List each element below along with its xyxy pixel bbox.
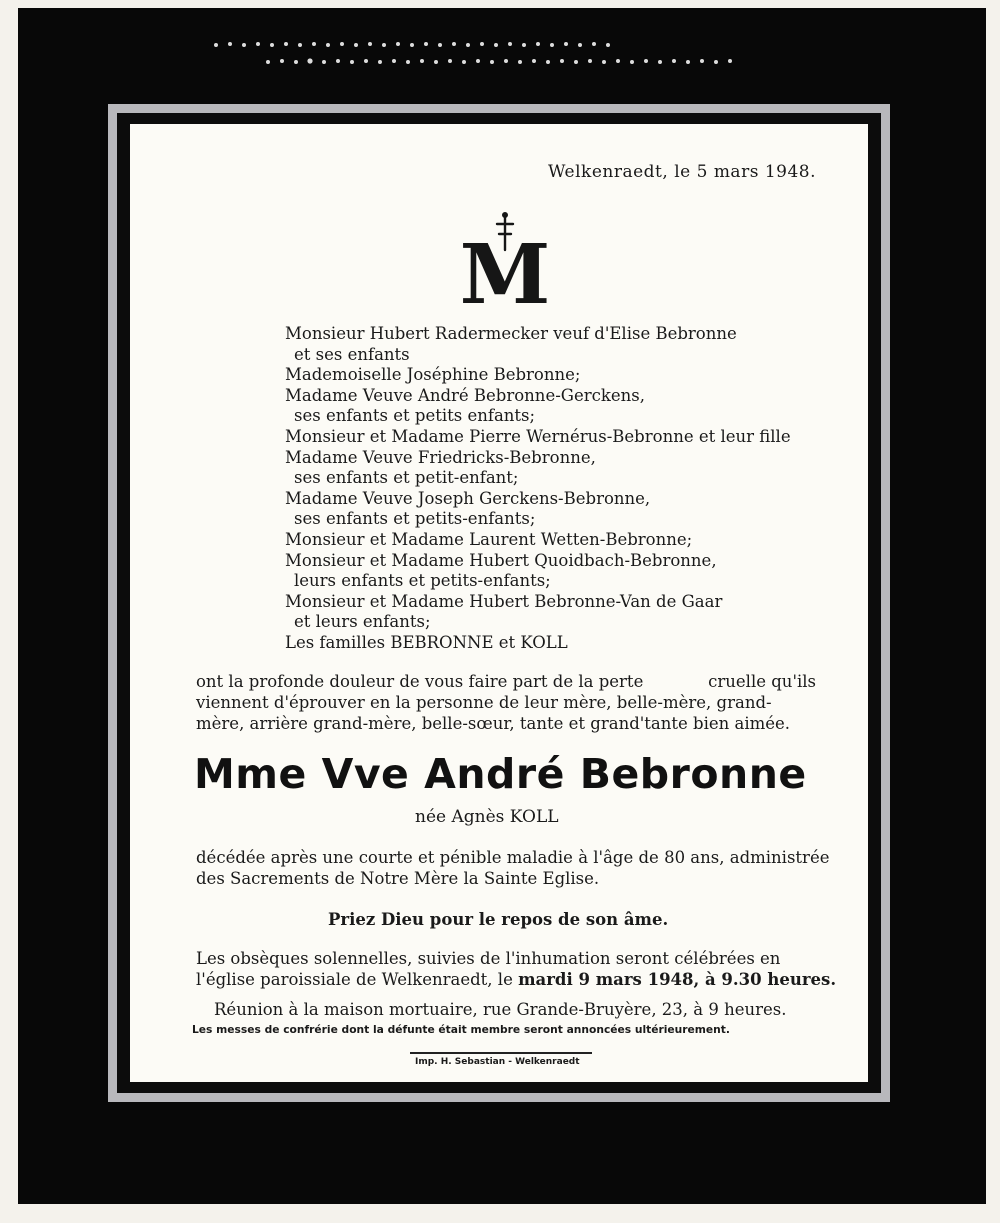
- place-date: Welkenraedt, le 5 mars 1948.: [547, 162, 816, 182]
- death-details-line-1: décédée après une courte et pénible maladie à l'âge de 80 ans, administrée: [196, 848, 830, 867]
- family-line: Monsieur Hubert Radermecker veuf d'Elise Bebronne: [285, 324, 737, 343]
- funeral-line-1: Les obsèques solennelles, suivies de l'inhumation seront célébrées en: [196, 949, 781, 968]
- svg-text:M: M: [459, 227, 551, 308]
- family-line: et ses enfants: [294, 344, 410, 364]
- family-line: Monsieur et Madame Laurent Wetten-Bebronne;: [285, 529, 693, 549]
- family-line: et leurs enfants;: [294, 612, 431, 632]
- family-line: Madame Veuve Joseph Gerckens-Bebronne,: [285, 488, 651, 508]
- family-line: Monsieur et Madame Pierre Wernérus-Bebronne et leur fille: [285, 426, 791, 446]
- perforation-holes: [208, 34, 738, 70]
- family-list: [285, 324, 825, 654]
- maiden-name: née Agnès KOLL: [415, 807, 559, 827]
- funeral-line-2: l'église paroissiale de Welkenraedt, le: [196, 970, 513, 989]
- family-line: Mademoiselle Joséphine Bebronne;: [285, 365, 581, 385]
- printer-credit: Imp. H. Sebastian - Welkenraedt: [415, 1057, 580, 1067]
- announcement-line-2: viennent d'éprouver en la personne de leur mère, belle-mère, grand-: [196, 693, 772, 712]
- family-line: ses enfants et petit-enfant;: [294, 468, 519, 488]
- family-line: ses enfants et petits enfants;: [294, 406, 536, 426]
- marian-monogram-icon: [454, 212, 556, 308]
- family-line: Les familles BEBRONNE et KOLL: [285, 632, 568, 652]
- death-details-line-2: des Sacrements de Notre Mère la Sainte Eglise.: [196, 869, 600, 888]
- funeral-date-time: mardi 9 mars 1948, à 9.30 heures.: [518, 970, 837, 989]
- announcement-line-3: mère, arrière grand-mère, belle-sœur, tante et grand'tante bien aimée.: [196, 714, 791, 733]
- family-line: ses enfants et petits-enfants;: [294, 509, 536, 529]
- announcement-bold-word: cruelle: [708, 672, 766, 691]
- family-line: Monsieur et Madame Hubert Bebronne-Van de Gaar: [285, 591, 723, 611]
- family-line: Madame Veuve Friedricks-Bebronne,: [285, 447, 596, 467]
- family-line: Madame Veuve André Bebronne-Gerckens,: [285, 385, 645, 405]
- printer-divider: [410, 1052, 592, 1054]
- prayer-line: Priez Dieu pour le repos de son âme.: [328, 910, 669, 929]
- gathering-note: Réunion à la maison mortuaire, rue Grande-Bruyère, 23, à 9 heures.: [214, 1000, 787, 1019]
- deceased-name: Mme Vve André Bebronne: [194, 750, 807, 798]
- notice-paper: [130, 124, 868, 1082]
- masses-note: Les messes de confrérie dont la défunte était membre seront annoncées ultérieurement.: [192, 1023, 730, 1036]
- death-details: [196, 847, 829, 889]
- announcement-line-1: ont la profonde douleur de vous faire part de la perte: [196, 672, 644, 691]
- family-line: Monsieur et Madame Hubert Quoidbach-Bebronne,: [285, 550, 717, 570]
- family-line: leurs enfants et petits-enfants;: [294, 571, 551, 591]
- announcement-line-1-end: qu'ils: [771, 672, 816, 691]
- announcement-paragraph: [196, 671, 816, 734]
- funeral-details: [196, 948, 836, 990]
